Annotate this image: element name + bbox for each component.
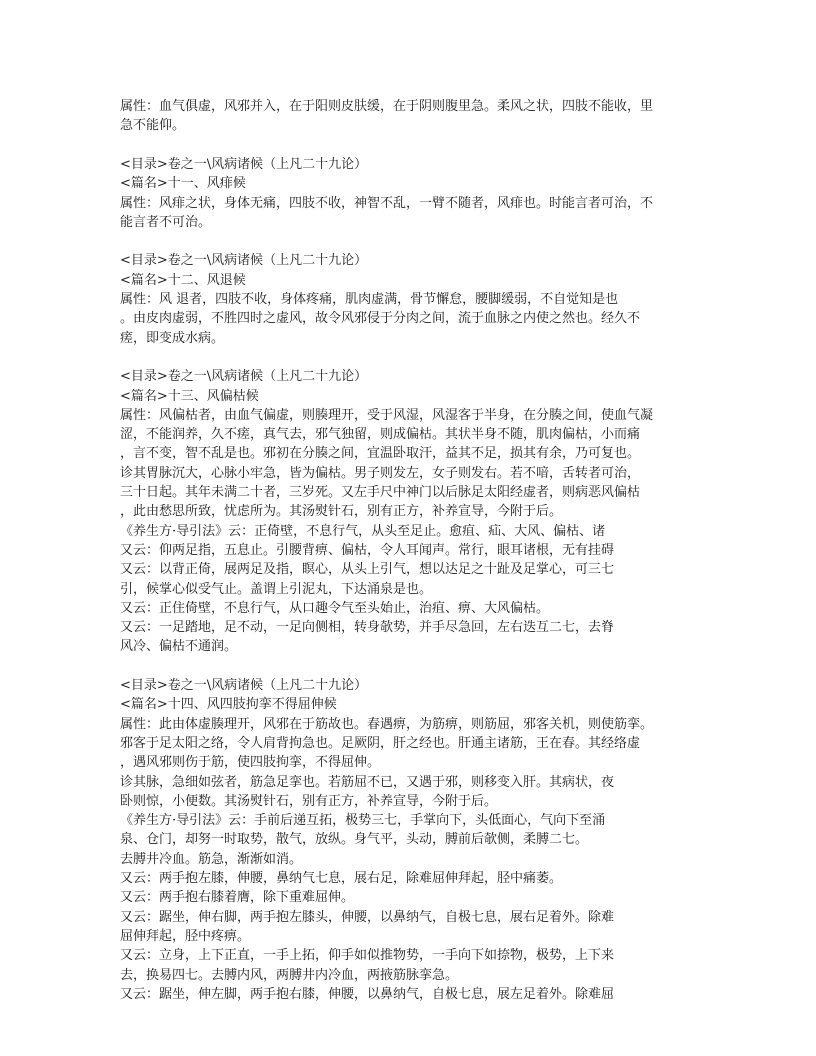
text-line: 又云：立身，上下正直，一手上拓，仰手如似推物势，一手向下如捺物，极势，上下来 — [120, 948, 615, 964]
text-line: 去膊井冷血。筋急，渐渐如消。 — [120, 851, 303, 867]
text-line: 涩，不能润养，久不瘥，真气去，邪气独留，则成偏枯。其状半身不随，肌肉偏枯，小而痛 — [120, 427, 641, 443]
text-line: 屈伸拜起，胫中疼痹。 — [120, 928, 251, 944]
text-line: 又云：正住倚壁，不息行气，从口趣令气至头始止，治疽、痹、大风偏枯。 — [120, 600, 550, 616]
text-line: 又云：以背正倚，展两足及指，瞑心，从头上引气，想以达足之十趾及足掌心，可三七 — [120, 562, 615, 578]
text-line: 属性：此由体虚腠理开，风邪在于筋故也。春遇痹，为筋痹，则筋屈，邪客关机，则使筋挛。 — [120, 716, 654, 732]
text-line: <目录>卷之一\风病诸候（上凡二十九论） — [120, 253, 368, 269]
text-line: 诊其脉，急细如弦者，筋急足挛也。若筋屈不已，又遇于邪，则移变入肝。其病状，夜 — [120, 774, 615, 790]
text-line: 急不能仰。 — [120, 118, 186, 134]
text-line: 诊其胃脉沉大，心脉小牢急，皆为偏枯。男子则发左，女子则发右。若不喑，舌转者可治， — [120, 465, 641, 481]
text-line: 《养生方·导引法》云：正倚壁，不息行气，从头至足止。愈疽、疝、大风、偏枯、诸 — [120, 523, 606, 539]
text-line: 又云：踞坐，伸右脚，两手抱左膝头，伸腰，以鼻纳气，自极七息，展右足着外。除难 — [120, 909, 615, 925]
text-line: 三十日起。其年未满二十者，三岁死。又左手尺中神门以后脉足太阳经虚者，则病恶风偏枯 — [120, 485, 641, 500]
text-line: 去，换易四七。去膊内风，两膊井内冷血，两掖筋脉挛急。 — [120, 967, 459, 983]
text-line: 属性：风 退者，四肢不收，身体疼痛，肌肉虚满，骨节懈怠，腰脚缓弱，不自觉知是也 — [120, 292, 619, 307]
text-line: <目录>卷之一\风病诸候（上凡二十九论） — [120, 369, 368, 385]
text-line: 。由皮肉虚弱，不胜四时之虚风，故令风邪侵于分肉之间，流于血脉之内使之然也。经久不 — [120, 311, 641, 327]
text-line: 又云：两手抱右膝着膺，除下重难屈伸。 — [120, 890, 355, 906]
text-line: ，言不变，智不乱是也。邪初在分腠之间，宜温卧取汗，益其不足，损其有余，乃可复也。 — [120, 446, 641, 462]
text-line: 又云：一足踏地，足不动，一足向侧相，转身欹势，并手尽急回，左右迭互二七，去脊 — [120, 620, 615, 636]
text-line: <篇名>十一、风痱候 — [120, 176, 246, 192]
text-line: 邪客于足太阳之络，令人肩背拘急也。足厥阴，肝之经也。肝通主诸筋，王在春。其经络虚 — [120, 735, 641, 751]
text-line: 引，候掌心似受气止。盖谓上引泥丸，下达涌泉是也。 — [120, 581, 433, 597]
text-line: 属性：风痱之状，身体无痛，四肢不收，神智不乱，一臂不随者，风痱也。时能言者可治，不 — [120, 195, 654, 211]
text-line: 瘥，即变成水病。 — [120, 330, 225, 346]
text-line: 《养生方·导引法》云：手前后递互拓，极势三七，手掌向下，头低面心，气向下至涌 — [120, 813, 606, 829]
text-line: 泉、仓门，却努一时取势，散气，放纵。身气平，头动，膊前后欹侧，柔膊二七。 — [120, 832, 589, 848]
text-line: 属性：血气俱虚，风邪并入，在于阳则皮肤缓，在于阴则腹里急。柔风之状，四肢不能收，里 — [120, 99, 654, 114]
text-line: 又云：仰两足指，五息止。引腰背痹、偏枯，令人耳闻声。常行，眼耳诸根，无有挂碍 — [120, 542, 615, 558]
text-line: 能言者不可治。 — [120, 214, 212, 230]
text-line: 属性：风偏枯者，由血气偏虚，则腠理开，受于风湿，风湿客于半身，在分腠之间，使血气凝 — [120, 407, 654, 423]
text-line: 风冷、偏枯不通润。 — [120, 639, 238, 655]
text-line: ，此由愁思所致，忧虑所为。其汤熨针石，别有正方，补养宣导，今附于后。 — [120, 504, 563, 520]
text-line: <篇名>十二、风退候 — [120, 272, 246, 288]
text-line: <篇名>十四、风四肢拘挛不得屈伸候 — [120, 697, 337, 713]
text-line: 又云：踞坐，伸左脚，两手抱右膝，伸腰，以鼻纳气，自极七息，展左足着外。除难屈 — [120, 986, 615, 1002]
text-line: 卧则惊，小便数。其汤熨针石，别有正方，补养宣导，今附于后。 — [120, 793, 498, 809]
text-line: <目录>卷之一\风病诸候（上凡二十九论） — [120, 156, 368, 172]
text-line: ，遇风邪则伤于筋，使四肢拘挛，不得屈伸。 — [120, 755, 381, 771]
text-line: <篇名>十三、风偏枯候 — [120, 388, 259, 404]
text-line: 又云：两手抱左膝，伸腰，鼻纳气七息，展右足，除难屈伸拜起，胫中痛萎。 — [120, 871, 563, 886]
text-line: <目录>卷之一\风病诸候（上凡二十九论） — [120, 678, 368, 693]
